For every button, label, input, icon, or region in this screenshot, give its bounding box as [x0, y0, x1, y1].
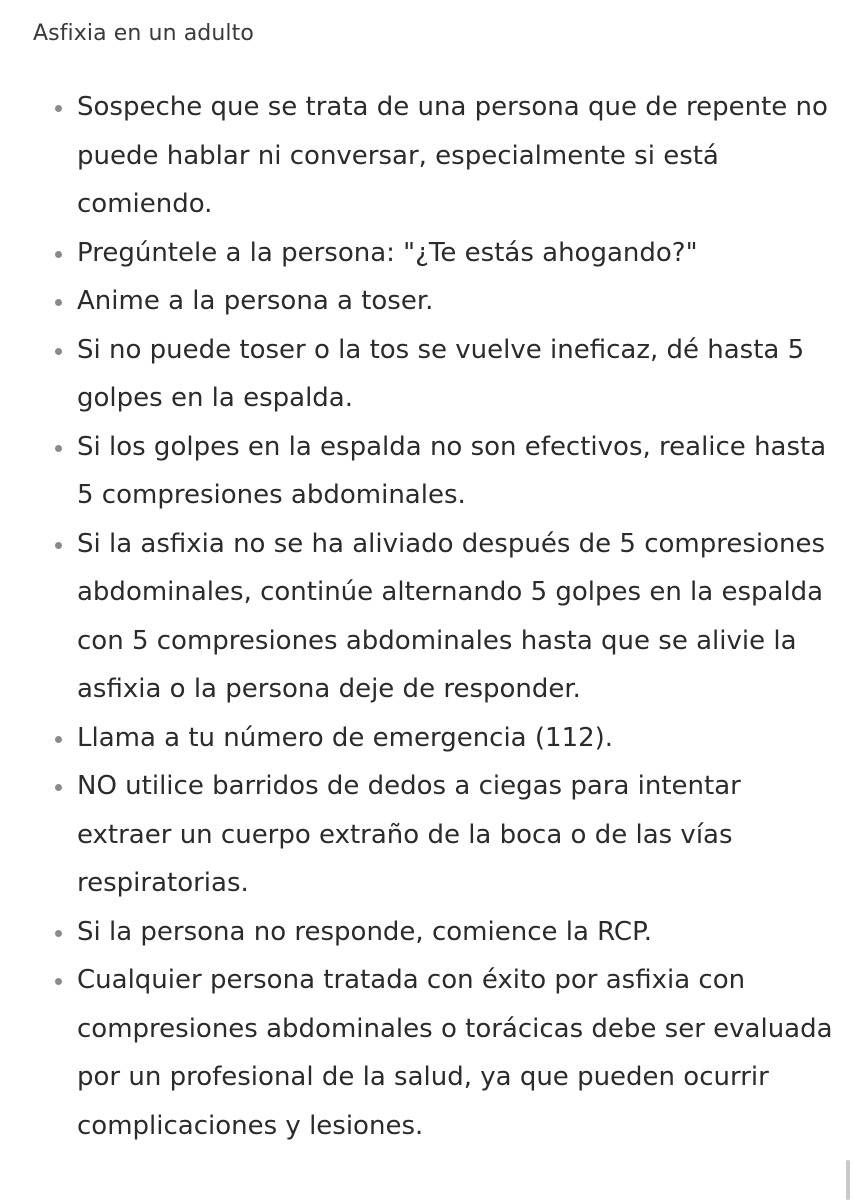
bullet-icon — [55, 784, 62, 791]
list-item-text: Pregúntele a la persona: "¿Te estás ahogando?" — [77, 237, 698, 268]
list-item — [0, 714, 853, 763]
scrollbar[interactable] — [846, 1160, 850, 1200]
bullet-icon — [55, 299, 62, 306]
bullet-icon — [55, 736, 62, 743]
list-item — [0, 277, 853, 326]
bullet-list — [0, 83, 853, 1150]
list-item — [0, 956, 853, 1150]
list-item-text: Sospeche que se trata de una persona que de repente no puede hablar ni conversar, especialmente si está comiendo. — [77, 92, 828, 219]
list-item-text: Cualquier persona tratada con éxito por asfixia con compresiones abdominales o torácicas debe ser evaluada por un profesional de la salud, ya que pueden ocurrir complicaciones y lesiones. — [77, 965, 833, 1141]
bullet-icon — [55, 930, 62, 937]
bullet-icon — [55, 348, 62, 355]
list-item — [0, 520, 853, 714]
list-item-text: Anime a la persona a toser. — [77, 286, 434, 316]
bullet-icon — [55, 105, 62, 112]
list-item — [0, 83, 853, 229]
list-item-text: Llama a tu número de emergencia (112). — [77, 722, 614, 753]
bullet-icon — [55, 445, 62, 452]
list-item-text: Si no puede toser o la tos se vuelve ineficaz, dé hasta 5 golpes en la espalda. — [77, 334, 805, 413]
document-title: Asfixia en un adulto — [33, 21, 254, 46]
list-item — [0, 908, 853, 957]
list-item — [0, 423, 853, 520]
list-item-text: Si los golpes en la espalda no son efectivos, realice hasta 5 compresiones abdominales. — [77, 431, 827, 510]
list-item-text: NO utilice barridos de dedos a ciegas para intentar extraer un cuerpo extraño de la boca o de las vías respiratorias. — [77, 771, 741, 898]
list-item-text: Si la asfixia no se ha aliviado después de 5 compresiones abdominales, continúe alternando 5 golpes en la espalda con 5 compresiones abdominales hasta que se alivie la asfixia o la persona deje de responder. — [77, 528, 826, 704]
bullet-icon — [55, 542, 62, 549]
list-item — [0, 229, 853, 278]
bullet-icon — [55, 251, 62, 258]
list-item-text: Si la persona no responde, comience la RCP. — [77, 916, 652, 947]
list-item — [0, 326, 853, 423]
bullet-icon — [55, 978, 62, 985]
list-item — [0, 762, 853, 908]
